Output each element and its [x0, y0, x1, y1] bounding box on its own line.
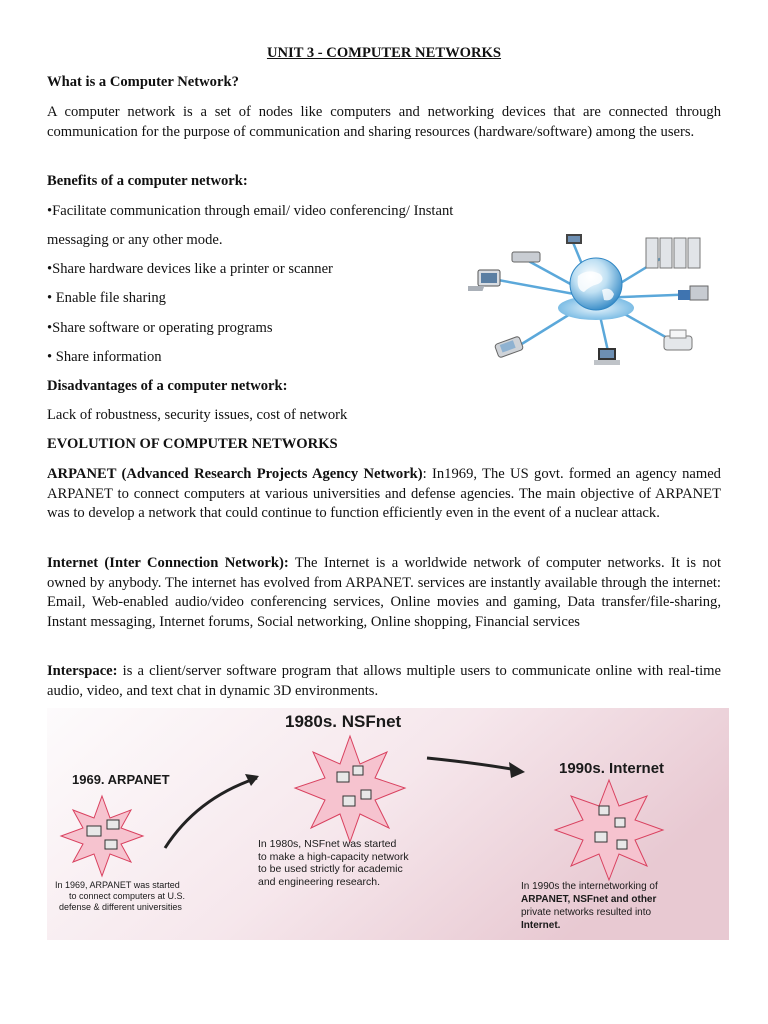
page-title: UNIT 3 - COMPUTER NETWORKS: [266, 45, 502, 61]
scanner-icon: [512, 252, 540, 262]
internet-title: 1990s. Internet: [559, 760, 665, 777]
nsfnet-caption: In 1980s, NSFnet was started to make a high-capacity network to be used strictly for academic and engineering research.: [258, 838, 409, 888]
internet-label: Internet (Inter Connection Network):: [47, 555, 289, 571]
network-evolution-figure: [47, 708, 729, 940]
nsfnet-title: 1980s. NSFnet: [285, 712, 402, 731]
arpanet-caption: In 1969, ARPANET was started to connect computers at U.S. defense & different universities: [55, 880, 186, 912]
network-illustration: [468, 232, 718, 384]
monitor-icon: [566, 234, 582, 244]
arpanet-paragraph: [47, 465, 721, 524]
interspace-text: is a client/server software program that allows multiple users to communicate online with real-time audio, video, and text chat in dynamic 3D environments.: [47, 663, 721, 699]
desktop-icon: [678, 286, 708, 300]
arpanet-title: 1969. ARPANET: [72, 772, 170, 787]
laptop-icon: [468, 270, 500, 291]
arpanet-label: ARPANET (Advanced Research Projects Agency Network): [47, 466, 423, 482]
disadvantages-text: Lack of robustness, security issues, cost of network: [47, 407, 348, 423]
benefit-item: • Enable file sharing: [47, 290, 166, 306]
benefits-heading: Benefits of a computer network:: [47, 173, 248, 189]
internet-caption: In 1990s the internetworking of ARPANET, NSFnet and other private networks resulted into Internet.: [521, 881, 658, 931]
benefit-item: •Facilitate communication through email/ video conferencing/ Instant: [47, 203, 454, 219]
arpanet-text: : In1969, The US govt. formed an agency named ARPANET to connect computers at various universities and defense agencies. The main objective of ARPANET was to develop a network that could continue to function efficiently even in the event of a nuclear attack.: [47, 466, 721, 522]
internet-text: The Internet is a worldwide network of computer networks. It is not owned by anybody. The internet has evolved from ARPANET. services are instantly available through the internet: Email, Web-enabled audio/video conferencing services, Online movies and gaming, Data transfer/file-sharing, Instant messaging, Internet forums, Social networking, Online shopping, Financial services: [47, 555, 722, 630]
benefit-item: • Share information: [47, 349, 162, 365]
benefit-item: •Share hardware devices like a printer or scanner: [47, 261, 333, 277]
pda-icon: [494, 336, 523, 358]
printer-icon: [664, 330, 692, 350]
server-rack-icon: [646, 238, 700, 268]
definition-paragraph: A computer network is a set of nodes like computers and networking devices that are connected through communication for the purpose of communication and sharing resources (hardware/software) among the users.: [47, 104, 721, 140]
evolution-heading: EVOLUTION OF COMPUTER NETWORKS: [47, 436, 338, 452]
disadvantages-heading: Disadvantages of a computer network:: [47, 378, 288, 394]
internet-paragraph: [47, 554, 721, 632]
computer-network-question: What is a Computer Network?: [47, 74, 239, 90]
notebook-icon: [594, 348, 620, 365]
benefit-item: messaging or any other mode.: [47, 232, 223, 248]
interspace-label: Interspace:: [47, 663, 118, 679]
benefit-item: •Share software or operating programs: [47, 320, 273, 336]
interspace-paragraph: [47, 662, 721, 701]
